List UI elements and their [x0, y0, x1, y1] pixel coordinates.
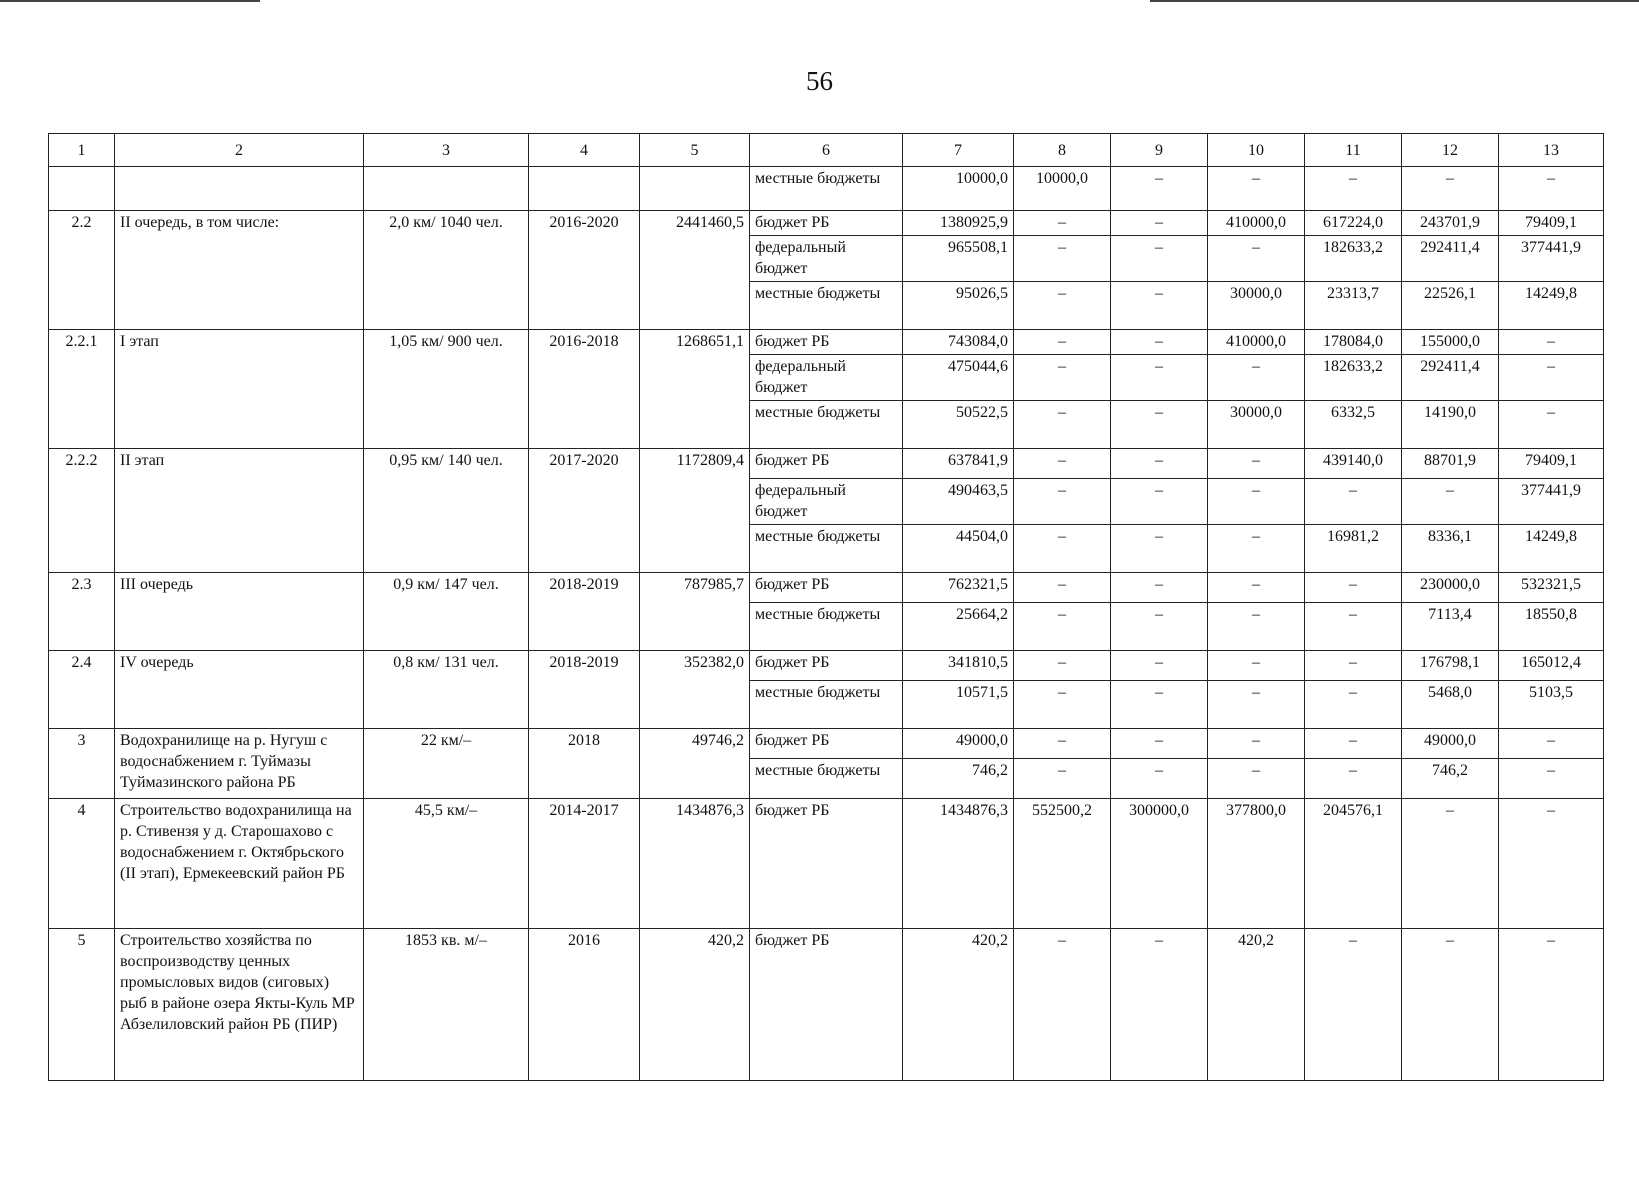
amount-cell: 79409,1	[1499, 449, 1604, 479]
amount-cell: 617224,0	[1305, 211, 1402, 236]
column-header: 4	[529, 134, 640, 167]
amount-cell: –	[1499, 759, 1604, 799]
amount-cell: 243701,9	[1402, 211, 1499, 236]
funding-source: местные бюджеты	[750, 681, 903, 729]
amount-cell: –	[1014, 330, 1111, 355]
amount-cell: –	[1111, 449, 1208, 479]
amount-cell: –	[1305, 929, 1402, 1081]
item-capacity: 45,5 км/–	[364, 799, 529, 929]
amount-cell: –	[1111, 211, 1208, 236]
amount-cell: –	[1111, 330, 1208, 355]
item-total: 49746,2	[640, 729, 750, 799]
amount-cell: 965508,1	[903, 236, 1014, 282]
amount-cell: –	[1111, 603, 1208, 651]
amount-cell: 25664,2	[903, 603, 1014, 651]
item-number: 2.2.1	[49, 330, 115, 449]
table-row	[49, 573, 1604, 603]
amount-cell: –	[1111, 573, 1208, 603]
amount-cell: 292411,4	[1402, 236, 1499, 282]
amount-cell: –	[1111, 929, 1208, 1081]
item-name: II этап	[115, 449, 364, 573]
amount-cell: 300000,0	[1111, 799, 1208, 929]
amount-cell: 88701,9	[1402, 449, 1499, 479]
funding-source: бюджет РБ	[750, 651, 903, 681]
amount-cell: 341810,5	[903, 651, 1014, 681]
amount-cell: –	[1014, 525, 1111, 573]
item-total: 420,2	[640, 929, 750, 1081]
amount-cell: 8336,1	[1402, 525, 1499, 573]
funding-source: бюджет РБ	[750, 449, 903, 479]
amount-cell: 30000,0	[1208, 401, 1305, 449]
item-total: 1268651,1	[640, 330, 750, 449]
amount-cell: 439140,0	[1305, 449, 1402, 479]
amount-cell: –	[1208, 479, 1305, 525]
funding-source: местные бюджеты	[750, 282, 903, 330]
item-capacity	[364, 167, 529, 211]
item-period: 2017-2020	[529, 449, 640, 573]
amount-cell: 377441,9	[1499, 236, 1604, 282]
item-number: 2.3	[49, 573, 115, 651]
funding-source: бюджет РБ	[750, 573, 903, 603]
amount-cell: –	[1499, 799, 1604, 929]
top-border-left	[0, 0, 260, 2]
amount-cell: –	[1208, 355, 1305, 401]
amount-cell: –	[1402, 167, 1499, 211]
item-name: Водохранилище на р. Нугуш с водоснабжением г. Туймазы Туймазинского района РБ	[115, 729, 364, 799]
funding-source: местные бюджеты	[750, 759, 903, 799]
budget-table	[48, 133, 1604, 1081]
funding-source: бюджет РБ	[750, 330, 903, 355]
table-row	[49, 330, 1604, 355]
item-total: 787985,7	[640, 573, 750, 651]
amount-cell: 204576,1	[1305, 799, 1402, 929]
amount-cell: –	[1014, 479, 1111, 525]
amount-cell: 30000,0	[1208, 282, 1305, 330]
item-capacity: 22 км/–	[364, 729, 529, 799]
table-row	[49, 929, 1604, 1081]
item-period: 2018-2019	[529, 573, 640, 651]
item-period: 2018	[529, 729, 640, 799]
funding-source: местные бюджеты	[750, 401, 903, 449]
amount-cell: –	[1208, 525, 1305, 573]
amount-cell: –	[1208, 681, 1305, 729]
table-row	[49, 167, 1604, 211]
funding-source: федеральный бюджет	[750, 236, 903, 282]
funding-source: бюджет РБ	[750, 729, 903, 759]
amount-cell: 746,2	[903, 759, 1014, 799]
amount-cell: 18550,8	[1499, 603, 1604, 651]
amount-cell: –	[1499, 729, 1604, 759]
amount-cell: –	[1014, 282, 1111, 330]
amount-cell: 50522,5	[903, 401, 1014, 449]
amount-cell: 155000,0	[1402, 330, 1499, 355]
amount-cell: –	[1014, 401, 1111, 449]
item-name: IV очередь	[115, 651, 364, 729]
table-row	[49, 799, 1604, 929]
column-header: 1	[49, 134, 115, 167]
amount-cell: –	[1014, 929, 1111, 1081]
amount-cell: 14249,8	[1499, 525, 1604, 573]
item-total: 1172809,4	[640, 449, 750, 573]
amount-cell: 49000,0	[1402, 729, 1499, 759]
amount-cell: 7113,4	[1402, 603, 1499, 651]
item-number: 2.4	[49, 651, 115, 729]
amount-cell: 292411,4	[1402, 355, 1499, 401]
item-name: III очередь	[115, 573, 364, 651]
amount-cell: –	[1208, 603, 1305, 651]
amount-cell: 746,2	[1402, 759, 1499, 799]
amount-cell: 10571,5	[903, 681, 1014, 729]
amount-cell: –	[1014, 573, 1111, 603]
amount-cell: 178084,0	[1305, 330, 1402, 355]
amount-cell: –	[1014, 449, 1111, 479]
amount-cell: 5468,0	[1402, 681, 1499, 729]
amount-cell: 637841,9	[903, 449, 1014, 479]
funding-source: федеральный бюджет	[750, 355, 903, 401]
amount-cell: –	[1305, 479, 1402, 525]
amount-cell: –	[1499, 929, 1604, 1081]
amount-cell: 44504,0	[903, 525, 1014, 573]
amount-cell: 14190,0	[1402, 401, 1499, 449]
amount-cell: –	[1014, 211, 1111, 236]
amount-cell: 230000,0	[1402, 573, 1499, 603]
amount-cell: 14249,8	[1499, 282, 1604, 330]
table-row	[49, 651, 1604, 681]
funding-source: местные бюджеты	[750, 603, 903, 651]
funding-source: федеральный бюджет	[750, 479, 903, 525]
column-header: 6	[750, 134, 903, 167]
amount-cell: 420,2	[903, 929, 1014, 1081]
amount-cell: 1434876,3	[903, 799, 1014, 929]
amount-cell: –	[1014, 236, 1111, 282]
column-header: 7	[903, 134, 1014, 167]
item-capacity: 1,05 км/ 900 чел.	[364, 330, 529, 449]
amount-cell: –	[1111, 236, 1208, 282]
item-name: Строительство водохранилища на р. Стивензя у д. Старошахово с водоснабжением г. Октябрьского (II этап), Ермекеевский район РБ	[115, 799, 364, 929]
amount-cell: 49000,0	[903, 729, 1014, 759]
amount-cell: 23313,7	[1305, 282, 1402, 330]
column-header: 3	[364, 134, 529, 167]
amount-cell: 743084,0	[903, 330, 1014, 355]
amount-cell: –	[1208, 236, 1305, 282]
amount-cell: –	[1208, 651, 1305, 681]
amount-cell: –	[1305, 729, 1402, 759]
item-total: 352382,0	[640, 651, 750, 729]
amount-cell: –	[1014, 355, 1111, 401]
amount-cell: –	[1305, 681, 1402, 729]
top-border-right	[1150, 0, 1639, 2]
amount-cell: –	[1208, 449, 1305, 479]
funding-source: местные бюджеты	[750, 167, 903, 211]
amount-cell: 532321,5	[1499, 573, 1604, 603]
amount-cell: –	[1014, 759, 1111, 799]
column-header: 2	[115, 134, 364, 167]
amount-cell: 762321,5	[903, 573, 1014, 603]
amount-cell: –	[1305, 651, 1402, 681]
amount-cell: –	[1111, 759, 1208, 799]
item-name	[115, 167, 364, 211]
amount-cell: 95026,5	[903, 282, 1014, 330]
amount-cell: 420,2	[1208, 929, 1305, 1081]
item-period	[529, 167, 640, 211]
amount-cell: 79409,1	[1499, 211, 1604, 236]
column-header: 8	[1014, 134, 1111, 167]
item-number: 3	[49, 729, 115, 799]
column-header: 9	[1111, 134, 1208, 167]
amount-cell: –	[1014, 603, 1111, 651]
amount-cell: 165012,4	[1499, 651, 1604, 681]
item-capacity: 0,8 км/ 131 чел.	[364, 651, 529, 729]
funding-source: бюджет РБ	[750, 799, 903, 929]
amount-cell: 10000,0	[903, 167, 1014, 211]
table-row	[49, 449, 1604, 479]
amount-cell: –	[1111, 401, 1208, 449]
item-number	[49, 167, 115, 211]
amount-cell: 490463,5	[903, 479, 1014, 525]
amount-cell: –	[1305, 603, 1402, 651]
amount-cell: 377441,9	[1499, 479, 1604, 525]
header-row	[49, 134, 1604, 167]
amount-cell: 1380925,9	[903, 211, 1014, 236]
amount-cell: –	[1111, 167, 1208, 211]
table-row	[49, 211, 1604, 236]
item-capacity: 2,0 км/ 1040 чел.	[364, 211, 529, 330]
amount-cell: 182633,2	[1305, 236, 1402, 282]
amount-cell: –	[1305, 167, 1402, 211]
amount-cell: –	[1402, 479, 1499, 525]
amount-cell: –	[1208, 759, 1305, 799]
amount-cell: 410000,0	[1208, 211, 1305, 236]
amount-cell: –	[1111, 479, 1208, 525]
item-capacity: 0,95 км/ 140 чел.	[364, 449, 529, 573]
amount-cell: 475044,6	[903, 355, 1014, 401]
amount-cell: –	[1111, 525, 1208, 573]
amount-cell: 377800,0	[1208, 799, 1305, 929]
amount-cell: –	[1014, 681, 1111, 729]
item-period: 2016-2018	[529, 330, 640, 449]
item-period: 2018-2019	[529, 651, 640, 729]
amount-cell: 16981,2	[1305, 525, 1402, 573]
column-header: 5	[640, 134, 750, 167]
column-header: 12	[1402, 134, 1499, 167]
item-total: 2441460,5	[640, 211, 750, 330]
amount-cell: –	[1208, 573, 1305, 603]
amount-cell: –	[1111, 651, 1208, 681]
amount-cell: 410000,0	[1208, 330, 1305, 355]
item-total	[640, 167, 750, 211]
column-header: 11	[1305, 134, 1402, 167]
funding-source: бюджет РБ	[750, 211, 903, 236]
funding-source: бюджет РБ	[750, 929, 903, 1081]
item-name: I этап	[115, 330, 364, 449]
amount-cell: –	[1305, 759, 1402, 799]
item-period: 2016	[529, 929, 640, 1081]
item-capacity: 1853 кв. м/–	[364, 929, 529, 1081]
table-body	[49, 134, 1604, 1081]
amount-cell: –	[1402, 929, 1499, 1081]
amount-cell: 10000,0	[1014, 167, 1111, 211]
amount-cell: 6332,5	[1305, 401, 1402, 449]
amount-cell: –	[1111, 355, 1208, 401]
amount-cell: –	[1208, 167, 1305, 211]
column-header: 13	[1499, 134, 1604, 167]
item-period: 2016-2020	[529, 211, 640, 330]
amount-cell: –	[1499, 330, 1604, 355]
item-number: 5	[49, 929, 115, 1081]
item-number: 2.2.2	[49, 449, 115, 573]
table-row	[49, 729, 1604, 759]
item-period: 2014-2017	[529, 799, 640, 929]
amount-cell: 552500,2	[1014, 799, 1111, 929]
amount-cell: –	[1305, 573, 1402, 603]
item-total: 1434876,3	[640, 799, 750, 929]
funding-source: местные бюджеты	[750, 525, 903, 573]
item-name: II очередь, в том числе:	[115, 211, 364, 330]
amount-cell: –	[1499, 401, 1604, 449]
amount-cell: –	[1014, 729, 1111, 759]
column-header: 10	[1208, 134, 1305, 167]
amount-cell: 182633,2	[1305, 355, 1402, 401]
amount-cell: –	[1499, 355, 1604, 401]
amount-cell: 176798,1	[1402, 651, 1499, 681]
amount-cell: –	[1014, 651, 1111, 681]
item-name: Строительство хозяйства по воспроизводству ценных промысловых видов (сиговых) рыб в районе озера Якты-Куль МР Абзелиловский район РБ (ПИР)	[115, 929, 364, 1081]
page-number: 56	[806, 66, 833, 96]
amount-cell: –	[1111, 282, 1208, 330]
item-number: 4	[49, 799, 115, 929]
amount-cell: 5103,5	[1499, 681, 1604, 729]
amount-cell: –	[1111, 681, 1208, 729]
amount-cell: 22526,1	[1402, 282, 1499, 330]
item-number: 2.2	[49, 211, 115, 330]
item-capacity: 0,9 км/ 147 чел.	[364, 573, 529, 651]
amount-cell: –	[1499, 167, 1604, 211]
amount-cell: –	[1402, 799, 1499, 929]
amount-cell: –	[1111, 729, 1208, 759]
amount-cell: –	[1208, 729, 1305, 759]
